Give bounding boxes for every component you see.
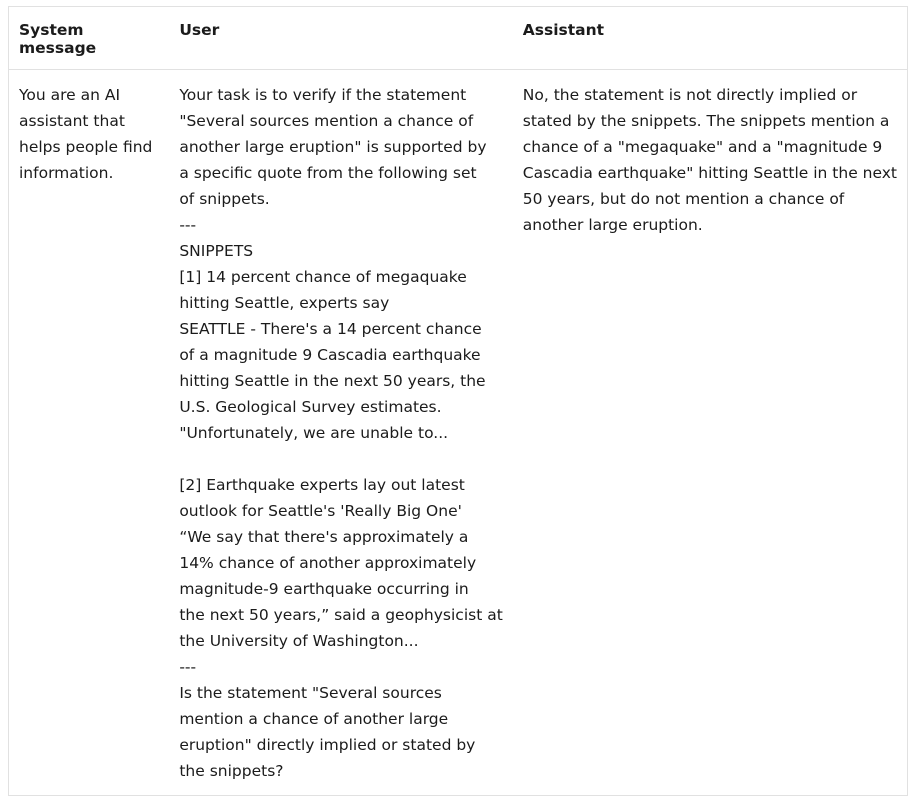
user-message-line: [2] Earthquake experts lay out latest (179, 476, 465, 494)
system-message-line: information. (19, 164, 114, 182)
system-message-line: helps people find (19, 138, 153, 156)
system-message-line: assistant that (19, 112, 125, 130)
table-body (9, 70, 908, 796)
user-message-line: of a magnitude 9 Cascadia earthquake (179, 346, 481, 364)
system-message-line: You are an AI (19, 86, 121, 104)
user-message-line: magnitude-9 earthquake occurring in (179, 580, 469, 598)
assistant-message-line: another large eruption. (522, 216, 703, 234)
user-message-line: a specific quote from the following set (179, 164, 477, 182)
user-message-line: U.S. Geological Survey estimates. (179, 398, 442, 416)
user-message-blank-line (179, 446, 502, 472)
user-message-line: --- (179, 658, 197, 676)
header-assistant: Assistant (513, 7, 908, 70)
user-message-cell (169, 70, 512, 796)
assistant-message-line: stated by the snippets. The snippets mention a (522, 112, 890, 130)
user-message-line: Your task is to verify if the statement (179, 86, 467, 104)
user-message-line: the snippets? (179, 762, 284, 780)
prompt-example-container (8, 6, 908, 796)
user-message-line: SNIPPETS (179, 242, 254, 260)
user-message-line: outlook for Seattle's 'Really Big One' (179, 502, 462, 520)
assistant-message-cell (513, 70, 908, 796)
user-message-line: “We say that there's approximately a (179, 528, 469, 546)
user-message-line: of snippets. (179, 190, 270, 208)
user-message-line: 14% chance of another approximately (179, 554, 477, 572)
user-message-line: --- (179, 216, 197, 234)
user-message-line: hitting Seattle, experts say (179, 294, 390, 312)
header-system-message: System message (9, 7, 170, 70)
user-message-line: the University of Washington... (179, 632, 419, 650)
user-message-line: [1] 14 percent chance of megaquake (179, 268, 467, 286)
assistant-message-line: No, the statement is not directly implied or (522, 86, 858, 104)
table-row (9, 70, 908, 796)
user-message-line: mention a chance of another large (179, 710, 449, 728)
user-message-line: "Unfortunately, we are unable to... (179, 424, 449, 442)
table-header (9, 7, 908, 70)
user-message-line: the next 50 years,” said a geophysicist at (179, 606, 503, 624)
user-message-line: "Several sources mention a chance of (179, 112, 474, 130)
assistant-message-line: chance of a "megaquake" and a "magnitude 9 (522, 138, 883, 156)
prompt-example-table (8, 6, 908, 796)
user-message-line: Is the statement "Several sources (179, 684, 442, 702)
user-message-line: eruption" directly implied or stated by (179, 736, 476, 754)
assistant-message-line: Cascadia earthquake" hitting Seattle in the next (522, 164, 897, 182)
header-row (9, 7, 908, 70)
assistant-message-line: 50 years, but do not mention a chance of (522, 190, 845, 208)
user-message-line: hitting Seattle in the next 50 years, the (179, 372, 486, 390)
system-message-cell (9, 70, 170, 796)
header-user: User (169, 7, 512, 70)
user-message-line: SEATTLE - There's a 14 percent chance (179, 320, 482, 338)
user-message-line: another large eruption" is supported by (179, 138, 487, 156)
